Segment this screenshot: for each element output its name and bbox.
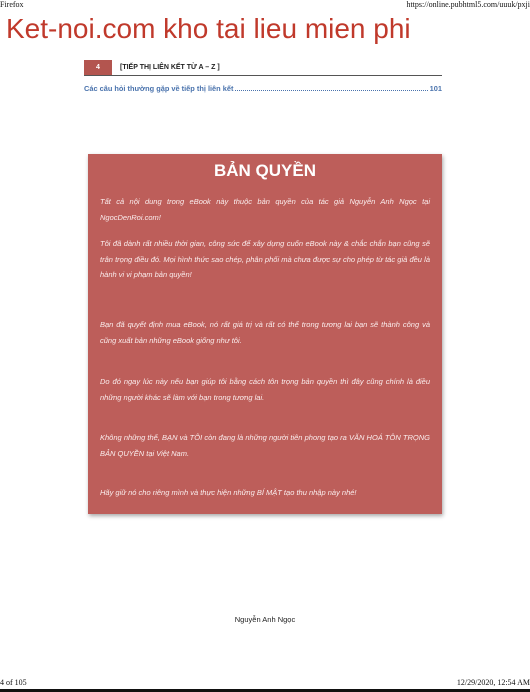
copyright-paragraph-5: Không những thế, BẠN và TÔI còn đang là những người tiên phong tạo ra VĂN HOÁ TÔN TRỌNG BẢN QUYỀN tại Việt Nam.: [100, 433, 430, 458]
toc-entry-faq[interactable]: [84, 84, 442, 93]
toc-entry-page[interactable]: 101: [429, 84, 442, 93]
toc-section-number: 4: [84, 60, 112, 75]
print-header: [0, 0, 530, 10]
watermark-text: Ket-noi.com kho tai lieu mien phi: [6, 13, 411, 44]
copyright-paragraph-3: Bạn đã quyết định mua eBook, nó rất giá trị và rất có thể trong tương lai bạn sẽ thành công và cũng xuất bản những eBook giống như tôi.: [100, 320, 430, 345]
toc-section-header: [84, 60, 442, 76]
browser-name: Firefox: [0, 0, 24, 9]
print-footer: [0, 678, 530, 688]
page-indicator: 4 of 105: [0, 678, 27, 687]
copyright-title: BẢN QUYỀN: [213, 161, 316, 180]
copyright-paragraph-2: Tôi đã dành rất nhiều thời gian, công sức để xây dựng cuốn eBook này & chắc chắn bạn cũng sẽ trân trọng điều đó. Mọi hình thức sao chép, phân phối mà chưa được sự cho phép từ tác giả đều là hành vi vi phạm bản quyền!: [100, 239, 430, 280]
toc-entry-text[interactable]: Các câu hỏi thường gặp về tiếp thị liên kết: [84, 84, 234, 93]
page-url: https://online.pubhtml5.com/uuuk/pxji: [406, 0, 530, 9]
copyright-paragraph-1: Tất cả nội dung trong eBook này thuộc bản quyền của tác giả Nguyễn Anh Ngọc tại NgocDenRoi.com!: [100, 197, 430, 222]
copyright-paragraph-4: Do đó ngay lúc này nếu bạn giúp tôi bằng cách tôn trọng bản quyền thì đây cũng chính là điều những người khác sẽ làm với bạn trong tương lai.: [100, 377, 430, 402]
print-datetime: 12/29/2020, 12:54 AM: [456, 678, 530, 687]
copyright-box: [88, 154, 442, 514]
author-name: Nguyễn Anh Ngọc: [234, 615, 296, 624]
toc-section-title: [TIẾP THỊ LIÊN KẾT TỪ A – Z ]: [120, 64, 220, 71]
toc-leader-dots: [235, 84, 427, 91]
copyright-paragraph-6: Hãy giữ nó cho riêng mình và thực hiện những BÍ MẬT tạo thu nhập này nhé!: [100, 488, 357, 497]
